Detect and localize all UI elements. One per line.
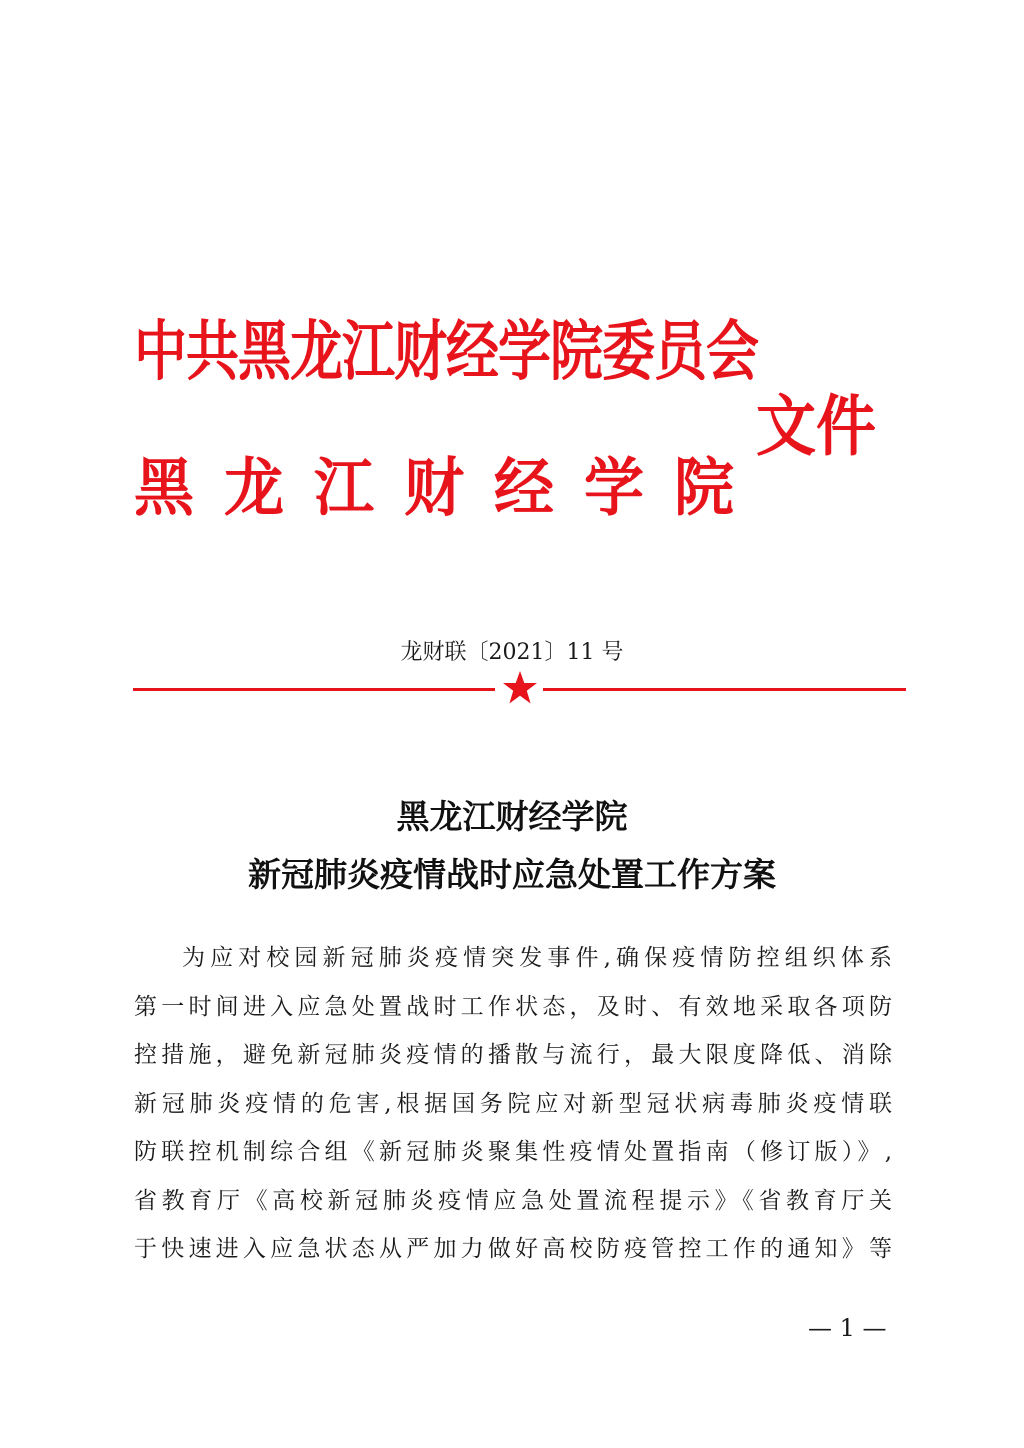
body-line: 控措施，避免新冠肺炎疫情的播散与流行，最大限度降低、消除 xyxy=(134,1042,892,1068)
document-label: 文件 xyxy=(756,388,876,466)
org-name-college: 黑龙江财经学院 xyxy=(134,451,764,526)
red-divider-left xyxy=(133,688,495,691)
page-number: — 1 — xyxy=(808,1314,887,1342)
body-line: 为应对校园新冠肺炎疫情突发事件,确保疫情防控组织体系 xyxy=(182,945,892,971)
body-line: 于快速进入应急状态从严加力做好高校防疫管控工作的通知》等 xyxy=(134,1236,892,1262)
body-line: 省教育厅《高校新冠肺炎疫情应急处置流程提示》《省教育厅关 xyxy=(134,1187,892,1214)
document-title-line-2: 新冠肺炎疫情战时应急处置工作方案 xyxy=(248,855,776,894)
star-icon xyxy=(502,670,538,706)
red-divider-right xyxy=(543,688,906,691)
body-line: 防联控机制综合组《新冠肺炎聚集性疫情处置指南（修订版）》, xyxy=(134,1139,892,1165)
document-header xyxy=(134,312,894,542)
body-line: 第一时间进入应急处置战时工作状态，及时、有效地采取各项防 xyxy=(134,993,892,1020)
document-number: 龙财联〔2021〕11 号 xyxy=(400,640,624,665)
body-line: 新冠肺炎疫情的危害,根据国务院应对新型冠状病毒肺炎疫情联 xyxy=(134,1090,892,1117)
document-title-line-1: 黑龙江财经学院 xyxy=(396,797,628,836)
body-paragraph xyxy=(134,938,892,1278)
org-name-party-committee: 中共黑龙江财经学院委员会 xyxy=(134,313,758,390)
